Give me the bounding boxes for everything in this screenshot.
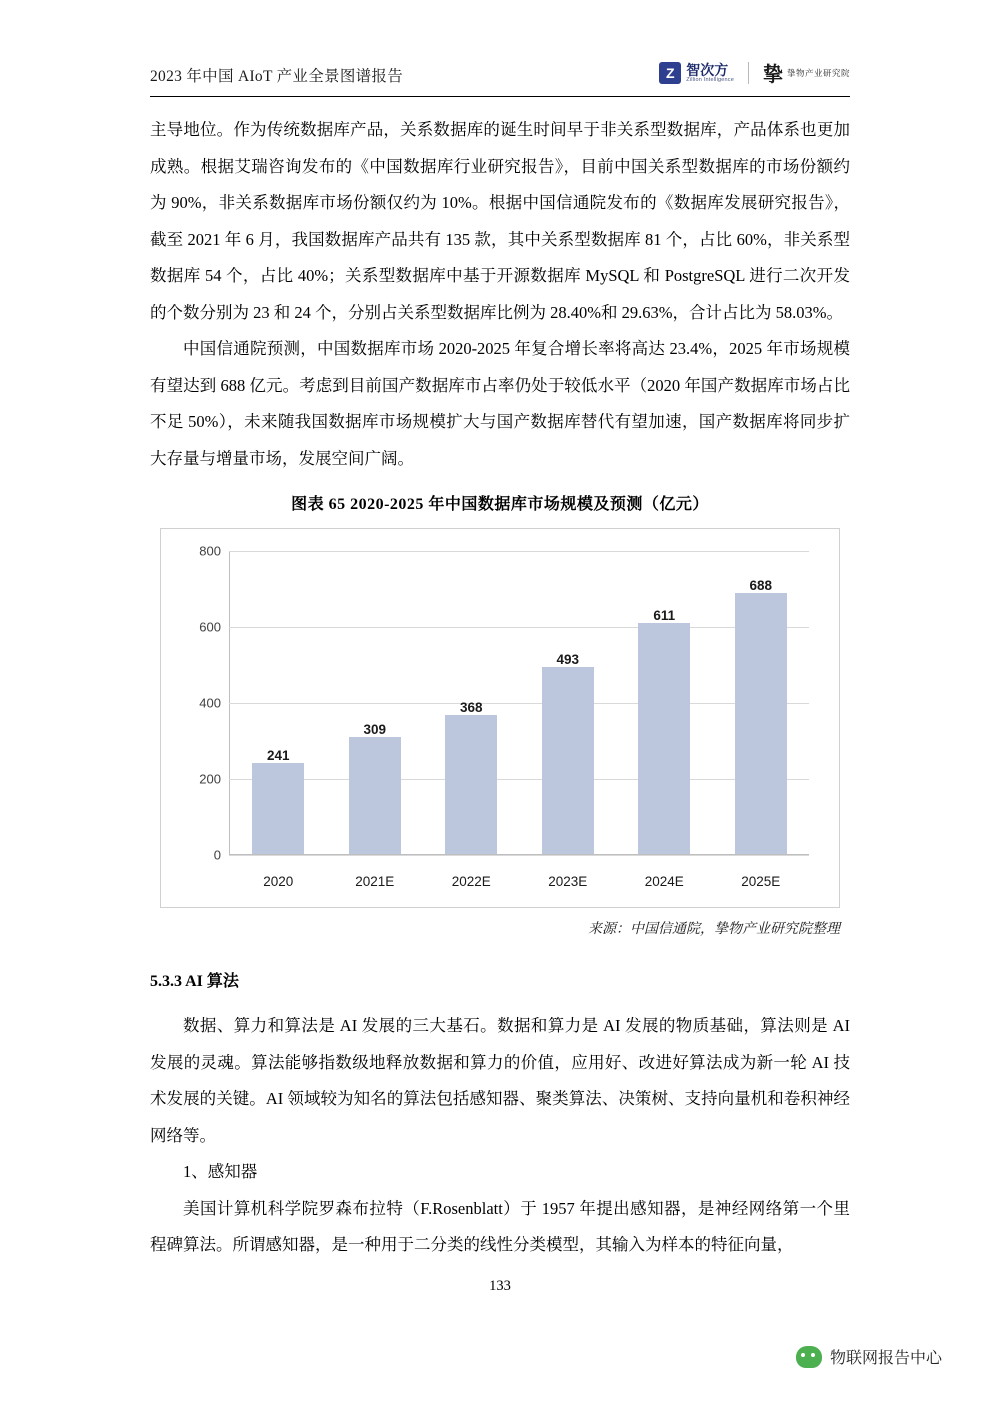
logo-zillion-cn: 智次方: [686, 61, 729, 78]
logo-divider: [748, 62, 749, 84]
paragraph-2: 中国信通院预测，中国数据库市场 2020-2025 年复合增长率将高达 23.4%，2025 年市场规模有望达到 688 亿元。考虑到目前国产数据库市占率仍处于较低水平（2020 年国产数据库市场占比不足 50%），未来随我国数据库市场规模扩大与国产数据库替代有望加速，国产数据库将同步扩大存量与增量市场，发展空间广阔。: [150, 339, 850, 468]
bar-column: [520, 551, 617, 854]
document-content: [150, 112, 850, 1264]
x-tick-2021E: 2021E: [355, 874, 395, 889]
bar-column: [713, 551, 810, 854]
logo-zhiwu-text: 挚物产业研究院: [786, 67, 850, 78]
bar-column: [423, 551, 520, 854]
wechat-account: [796, 1345, 942, 1368]
bar-value-label: 368: [459, 699, 483, 715]
logo-zhiwu: [763, 58, 850, 87]
logo-zillion: [659, 62, 734, 84]
bar-value-label: 309: [363, 722, 387, 738]
bar-2024E: [638, 623, 690, 854]
bar-column: [230, 551, 327, 854]
y-tick-0: 0: [213, 847, 221, 863]
x-tick-2022E: 2022E: [451, 874, 491, 889]
x-tick-2024E: 2024E: [644, 874, 684, 889]
paragraph-3: 数据、算力和算法是 AI 发展的三大基石。数据和算力是 AI 发展的物质基础，算法则是 AI 发展的灵魂。算法能够指数级地释放数据和算力的价值，应用好、改进好算法成为新一轮 AI 技术发展的关键。AI 领域较为知名的算法包括感知器、聚类算法、决策树、支持向量机和卷积神经网络等。: [150, 1016, 850, 1145]
y-tick-600: 600: [199, 619, 221, 635]
x-tick-2025E: 2025E: [741, 874, 781, 889]
zillion-logo-icon: [659, 62, 681, 84]
header-rule: [150, 96, 850, 97]
y-tick-200: 200: [199, 771, 221, 787]
bar-value-label: 688: [749, 578, 773, 594]
list-item-1: 1、感知器: [183, 1162, 258, 1181]
figure-caption: 图表 65 2020-2025 年中国数据库市场规模及预测（亿元）: [291, 496, 709, 513]
bar-value-label: 611: [653, 607, 676, 623]
wechat-account-name: 物联网报告中心: [829, 1350, 942, 1367]
paragraph-4: 美国计算机科学院罗森布拉特（F.Rosenblatt）于 1957 年提出感知器，是神经网络第一个里程碑算法。所谓感知器，是一种用于二分类的线性分类模型，其输入为样本的特征向量，: [150, 1198, 850, 1254]
section-heading: 5.3.3 AI 算法: [150, 973, 239, 990]
header-title: 2023 年中国 AIoT 产业全景图谱报告: [150, 68, 404, 85]
gridline-0: [213, 847, 809, 863]
bar-2020: [252, 763, 304, 854]
bar-2025E: [735, 593, 787, 854]
bar-column: [616, 551, 713, 854]
spacer: [150, 1000, 850, 1008]
zhiwu-logo-icon: 挚: [762, 64, 783, 86]
header-logos: [659, 58, 850, 87]
page-number: 133: [489, 1278, 511, 1294]
figure-65: [150, 491, 850, 938]
logo-zillion-en: Zillion Intelligence: [686, 76, 734, 83]
page-header: [150, 58, 850, 98]
x-tick-2023E: 2023E: [548, 874, 588, 889]
spacer: [150, 938, 850, 964]
x-tick-2020: 2020: [263, 874, 294, 889]
chart-bars: [230, 551, 809, 854]
bar-value-label: 493: [556, 652, 580, 668]
bar-2021E: [349, 737, 401, 854]
figure-source: 来源：中国信通院，挚物产业研究院整理: [588, 922, 840, 937]
bar-value-label: 241: [266, 747, 290, 763]
y-tick-400: 400: [199, 695, 221, 711]
bar-column: [327, 551, 424, 854]
chart-plot-area: [199, 543, 809, 863]
chart-x-labels: [230, 874, 809, 889]
y-tick-800: 800: [199, 543, 221, 559]
bar-2023E: [542, 667, 594, 854]
bar-2022E: [445, 715, 497, 854]
bar-chart: [160, 528, 840, 908]
wechat-icon: [796, 1346, 822, 1368]
paragraph-1: 主导地位。作为传统数据库产品，关系数据库的诞生时间早于非关系型数据库，产品体系也更加成熟。根据艾瑞咨询发布的《中国数据库行业研究报告》，目前中国关系型数据库的市场份额约为 90%，非关系数据库市场份额仅约为 10%。根据中国信通院发布的《数据库发展研究报告》，截至 2021 年 6 月，我国数据库产品共有 135 款，其中关系型数据库 81 个，占比 60%，非关系型数据库 54 个，占比 40%；关系型数据库中基于开源数据库 MySQL 和 PostgreSQL 进行二次开发的个数分别为 23 和 24 个，分别占关系型数据库比例为 28.40%和 29.63%，合计占比为 58.03%。: [150, 120, 850, 322]
